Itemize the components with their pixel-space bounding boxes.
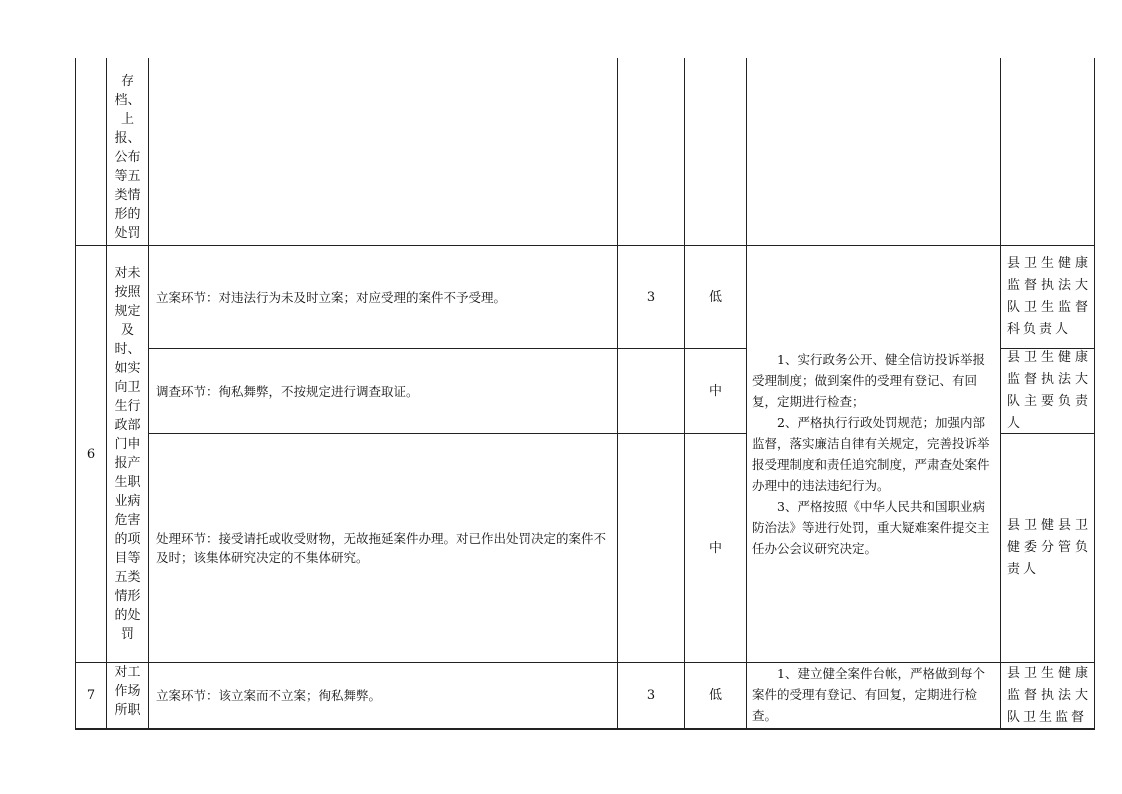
row7-item-cell <box>107 663 148 728</box>
border-bottom <box>75 728 1095 730</box>
row6-resp-1: 县卫生健康监督执法大队卫生监督科负责人 <box>1007 256 1091 337</box>
row7-level: 低 <box>708 688 722 703</box>
row6-stage-2-cell <box>156 349 611 433</box>
row7-number: 7 <box>86 688 96 703</box>
row7-score: 3 <box>646 688 656 703</box>
prev-item-cell <box>107 58 148 245</box>
row6-measure-2: 2、严格执行行政处罚规范；加强内部监督，落实廉洁自律有关规定，完善投诉举报受理制度和责任追究制度，严肃查处案件办理中的违法违纪行为。 <box>752 415 990 493</box>
row6-resp-2: 县卫生健康监督执法大队主要负责人 <box>1007 350 1091 431</box>
row6-stage-1-text: 立案环节：对违法行为未及时立案；对应受理的案件不予受理。 <box>156 289 507 305</box>
row6-measures-cell <box>752 246 994 662</box>
row7-resp: 县卫生健康监督执法大队卫生监督 <box>1007 666 1091 725</box>
row7-item-text: 对工作场所职 <box>114 665 141 718</box>
row7-measure-cell <box>752 663 994 728</box>
row6-stage-3-cell <box>156 434 614 662</box>
row7-resp-cell <box>1007 663 1091 728</box>
row6-stage-2-text: 调查环节：徇私舞弊，不按规定进行调查取证。 <box>156 383 419 399</box>
row6-stage-2-level-cell <box>685 349 746 433</box>
row6-measure-3: 3、严格按照《中华人民共和国职业病防治法》等进行处罚，重大疑难案件提交主任办公会议研究决定。 <box>752 499 990 556</box>
row6-resp-2-cell <box>1007 349 1091 433</box>
row6-stage-1-score: 3 <box>646 289 656 305</box>
row7-score-cell <box>618 663 684 728</box>
row7-number-cell <box>76 663 106 728</box>
row6-resp-1-cell <box>1007 246 1091 348</box>
prev-item-text: 存档、上报、公布等五类情形的处罚 <box>114 74 141 241</box>
row6-item-text: 对未按照规定及时、如实向卫生行政部门申报产生职业病危害的项目等五类情形的处罚 <box>114 266 141 642</box>
row6-stage-2-level: 中 <box>708 383 722 399</box>
col-divider-5 <box>746 58 747 730</box>
row6-stage-1-cell <box>156 246 611 348</box>
row6-stage-3-level-cell <box>685 434 746 662</box>
row6-stage-2-score-cell <box>618 349 684 433</box>
border-right <box>1094 58 1095 730</box>
row6-measure-1: 1、实行政务公开、健全信访投诉举报受理制度；做到案件的受理有登记、有回复，定期进行检查； <box>752 352 985 409</box>
col-divider-6 <box>1000 58 1001 730</box>
row7-measure: 1、建立健全案件台帐，严格做到每个案件的受理有登记、有回复，定期进行检查。 <box>752 666 985 723</box>
col-divider-2 <box>148 58 149 730</box>
row7-level-cell <box>685 663 746 728</box>
row6-number-cell <box>76 246 106 662</box>
row7-stage-text: 立案环节：该立案而不立案；徇私舞弊。 <box>156 688 382 703</box>
row6-resp-3-cell <box>1007 434 1091 662</box>
row6-number: 6 <box>86 446 96 462</box>
row6-stage-1-level-cell <box>685 246 746 348</box>
row6-item-cell <box>107 246 148 662</box>
row6-stage-3-text: 处理环节：接受请托或收受财物，无故拖延案件办理。对已作出处罚决定的案件不及时；该集体研究决定的不集体研究。 <box>156 531 607 565</box>
row6-stage-3-score-cell <box>618 434 684 662</box>
row6-resp-3: 县卫健县卫健委分管负责人 <box>1007 518 1091 577</box>
row6-stage-3-level: 中 <box>708 540 722 556</box>
row7-stage-cell <box>156 663 611 728</box>
row6-stage-1-level: 低 <box>708 289 722 305</box>
row6-stage-1-score-cell <box>618 246 684 348</box>
